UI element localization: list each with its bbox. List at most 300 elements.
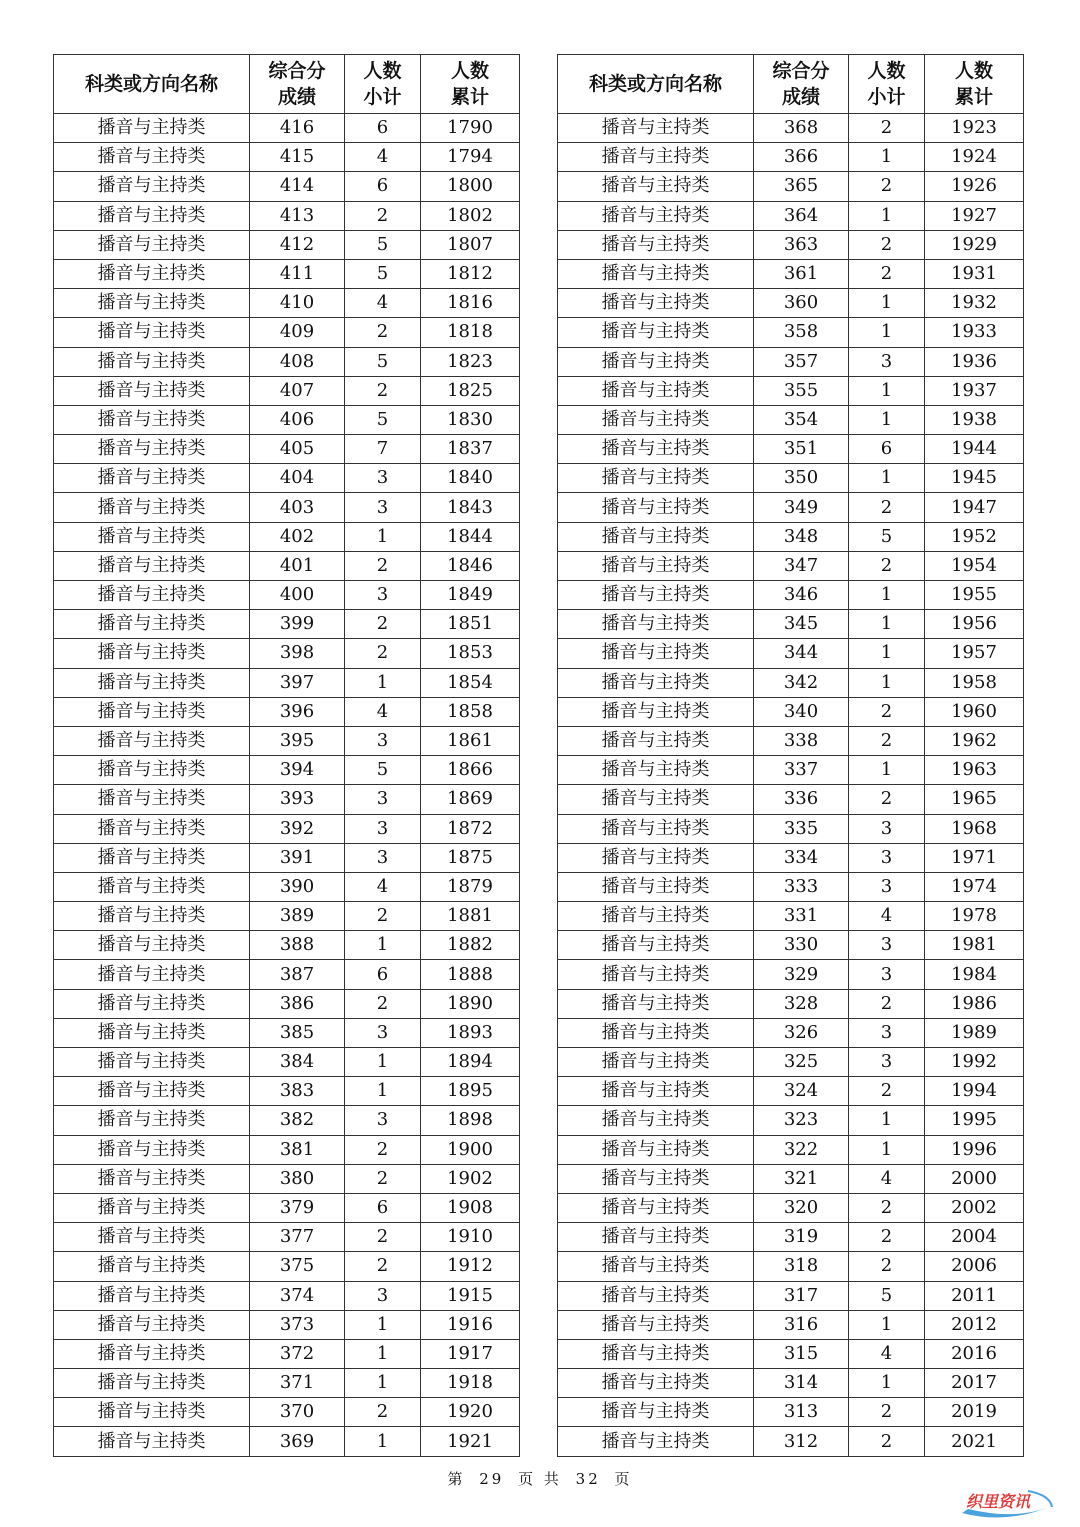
category-cell: 播音与主持类 bbox=[558, 1369, 754, 1398]
count-cell: 3 bbox=[849, 960, 925, 989]
table-row bbox=[558, 143, 1024, 172]
count-cell: 5 bbox=[345, 405, 421, 434]
table-row bbox=[54, 581, 520, 610]
cumulative-cell: 1957 bbox=[925, 639, 1024, 668]
column-header-count bbox=[849, 55, 925, 114]
table-row bbox=[558, 1369, 1024, 1398]
category-cell: 播音与主持类 bbox=[558, 1310, 754, 1339]
cumulative-cell: 1853 bbox=[421, 639, 520, 668]
category-cell: 播音与主持类 bbox=[54, 902, 250, 931]
score-cell: 324 bbox=[754, 1077, 849, 1106]
count-cell: 5 bbox=[345, 756, 421, 785]
count-cell: 5 bbox=[345, 347, 421, 376]
watermark-text: 织里资讯 bbox=[966, 1492, 1031, 1511]
cumulative-cell: 1955 bbox=[925, 581, 1024, 610]
count-cell: 1 bbox=[345, 1369, 421, 1398]
category-cell: 播音与主持类 bbox=[54, 872, 250, 901]
score-cell: 349 bbox=[754, 493, 849, 522]
category-cell: 播音与主持类 bbox=[558, 201, 754, 230]
count-cell: 6 bbox=[345, 172, 421, 201]
table-row bbox=[558, 581, 1024, 610]
category-cell: 播音与主持类 bbox=[558, 347, 754, 376]
cumulative-cell: 2006 bbox=[925, 1252, 1024, 1281]
count-cell: 3 bbox=[849, 347, 925, 376]
cumulative-cell: 1927 bbox=[925, 201, 1024, 230]
table-row bbox=[558, 435, 1024, 464]
table-row bbox=[558, 697, 1024, 726]
count-cell: 1 bbox=[345, 522, 421, 551]
count-cell: 3 bbox=[345, 581, 421, 610]
category-cell: 播音与主持类 bbox=[558, 172, 754, 201]
table-header-row bbox=[558, 55, 1024, 114]
score-cell: 412 bbox=[250, 230, 345, 259]
score-cell: 400 bbox=[250, 581, 345, 610]
table-row bbox=[558, 201, 1024, 230]
score-cell: 405 bbox=[250, 435, 345, 464]
category-cell: 播音与主持类 bbox=[558, 522, 754, 551]
watermark-logo bbox=[958, 1483, 1058, 1523]
count-cell: 2 bbox=[849, 1223, 925, 1252]
score-cell: 326 bbox=[754, 1018, 849, 1047]
cumulative-cell: 1921 bbox=[421, 1427, 520, 1456]
category-cell: 播音与主持类 bbox=[558, 405, 754, 434]
cumulative-cell: 1879 bbox=[421, 872, 520, 901]
cumulative-cell: 1912 bbox=[421, 1252, 520, 1281]
cumulative-cell: 1840 bbox=[421, 464, 520, 493]
table-row bbox=[558, 1164, 1024, 1193]
column-header-line: 人数 bbox=[867, 60, 906, 82]
count-cell: 1 bbox=[849, 376, 925, 405]
cumulative-cell: 2019 bbox=[925, 1398, 1024, 1427]
total-pages-number: 32 bbox=[575, 1470, 601, 1488]
cumulative-cell: 1995 bbox=[925, 1106, 1024, 1135]
category-cell: 播音与主持类 bbox=[558, 1281, 754, 1310]
table-row bbox=[54, 639, 520, 668]
category-cell: 播音与主持类 bbox=[558, 1106, 754, 1135]
category-cell: 播音与主持类 bbox=[54, 960, 250, 989]
table-row bbox=[558, 989, 1024, 1018]
count-cell: 2 bbox=[849, 114, 925, 143]
column-header-line: 综合分 bbox=[772, 60, 830, 82]
cumulative-cell: 1890 bbox=[421, 989, 520, 1018]
column-header-line: 综合分 bbox=[268, 60, 326, 82]
score-cell: 363 bbox=[754, 230, 849, 259]
cumulative-cell: 1947 bbox=[925, 493, 1024, 522]
category-cell: 播音与主持类 bbox=[558, 1398, 754, 1427]
score-cell: 372 bbox=[250, 1339, 345, 1368]
table-row bbox=[54, 259, 520, 288]
score-cell: 335 bbox=[754, 814, 849, 843]
score-cell: 312 bbox=[754, 1427, 849, 1456]
table-row bbox=[558, 843, 1024, 872]
category-cell: 播音与主持类 bbox=[54, 1106, 250, 1135]
category-cell: 播音与主持类 bbox=[558, 697, 754, 726]
category-cell: 播音与主持类 bbox=[558, 1339, 754, 1368]
score-cell: 415 bbox=[250, 143, 345, 172]
category-cell: 播音与主持类 bbox=[54, 697, 250, 726]
table-row bbox=[558, 1310, 1024, 1339]
category-cell: 播音与主持类 bbox=[54, 1369, 250, 1398]
score-cell: 398 bbox=[250, 639, 345, 668]
score-cell: 402 bbox=[250, 522, 345, 551]
table-row bbox=[54, 668, 520, 697]
cumulative-cell: 1849 bbox=[421, 581, 520, 610]
cumulative-cell: 1807 bbox=[421, 230, 520, 259]
category-cell: 播音与主持类 bbox=[558, 259, 754, 288]
category-cell: 播音与主持类 bbox=[54, 931, 250, 960]
cumulative-cell: 1978 bbox=[925, 902, 1024, 931]
count-cell: 1 bbox=[849, 1310, 925, 1339]
score-cell: 395 bbox=[250, 726, 345, 755]
score-cell: 315 bbox=[754, 1339, 849, 1368]
score-cell: 350 bbox=[754, 464, 849, 493]
count-cell: 2 bbox=[849, 259, 925, 288]
cumulative-cell: 1954 bbox=[925, 551, 1024, 580]
table-row bbox=[54, 1106, 520, 1135]
cumulative-cell: 1968 bbox=[925, 814, 1024, 843]
category-cell: 播音与主持类 bbox=[558, 639, 754, 668]
count-cell: 5 bbox=[345, 259, 421, 288]
table-row bbox=[54, 435, 520, 464]
cumulative-cell: 1882 bbox=[421, 931, 520, 960]
count-cell: 3 bbox=[849, 814, 925, 843]
cumulative-cell: 1920 bbox=[421, 1398, 520, 1427]
cumulative-cell: 1908 bbox=[421, 1193, 520, 1222]
category-cell: 播音与主持类 bbox=[558, 1164, 754, 1193]
footer-prefix: 第 bbox=[447, 1470, 466, 1488]
table-row bbox=[558, 785, 1024, 814]
category-cell: 播音与主持类 bbox=[54, 464, 250, 493]
category-cell: 播音与主持类 bbox=[558, 1193, 754, 1222]
score-table-left bbox=[53, 54, 520, 1457]
score-cell: 334 bbox=[754, 843, 849, 872]
category-cell: 播音与主持类 bbox=[54, 1281, 250, 1310]
cumulative-cell: 1851 bbox=[421, 610, 520, 639]
category-cell: 播音与主持类 bbox=[54, 318, 250, 347]
score-cell: 342 bbox=[754, 668, 849, 697]
column-header-line: 累计 bbox=[954, 86, 993, 108]
count-cell: 5 bbox=[345, 230, 421, 259]
count-cell: 2 bbox=[849, 1077, 925, 1106]
cumulative-cell: 1869 bbox=[421, 785, 520, 814]
table-row bbox=[54, 405, 520, 434]
count-cell: 1 bbox=[849, 1135, 925, 1164]
score-cell: 396 bbox=[250, 697, 345, 726]
table-row bbox=[54, 1048, 520, 1077]
cumulative-cell: 1893 bbox=[421, 1018, 520, 1047]
category-cell: 播音与主持类 bbox=[54, 259, 250, 288]
count-cell: 2 bbox=[849, 1427, 925, 1456]
column-header-score bbox=[754, 55, 849, 114]
table-row bbox=[558, 726, 1024, 755]
category-cell: 播音与主持类 bbox=[54, 1164, 250, 1193]
count-cell: 3 bbox=[345, 493, 421, 522]
cumulative-cell: 1861 bbox=[421, 726, 520, 755]
count-cell: 5 bbox=[849, 522, 925, 551]
cumulative-cell: 1790 bbox=[421, 114, 520, 143]
table-row bbox=[54, 902, 520, 931]
cumulative-cell: 1823 bbox=[421, 347, 520, 376]
count-cell: 4 bbox=[345, 872, 421, 901]
count-cell: 1 bbox=[849, 405, 925, 434]
cumulative-cell: 1898 bbox=[421, 1106, 520, 1135]
score-cell: 385 bbox=[250, 1018, 345, 1047]
score-cell: 314 bbox=[754, 1369, 849, 1398]
count-cell: 1 bbox=[849, 610, 925, 639]
cumulative-cell: 1926 bbox=[925, 172, 1024, 201]
column-header-line: 人数 bbox=[363, 60, 402, 82]
count-cell: 2 bbox=[849, 1398, 925, 1427]
count-cell: 2 bbox=[849, 493, 925, 522]
count-cell: 2 bbox=[849, 726, 925, 755]
count-cell: 1 bbox=[849, 581, 925, 610]
score-cell: 413 bbox=[250, 201, 345, 230]
table-row bbox=[54, 1369, 520, 1398]
score-cell: 354 bbox=[754, 405, 849, 434]
category-cell: 播音与主持类 bbox=[54, 726, 250, 755]
cumulative-cell: 1960 bbox=[925, 697, 1024, 726]
table-row bbox=[558, 1077, 1024, 1106]
category-cell: 播音与主持类 bbox=[54, 1048, 250, 1077]
count-cell: 3 bbox=[849, 872, 925, 901]
table-row bbox=[558, 814, 1024, 843]
table-row bbox=[54, 522, 520, 551]
cumulative-cell: 1981 bbox=[925, 931, 1024, 960]
score-cell: 406 bbox=[250, 405, 345, 434]
category-cell: 播音与主持类 bbox=[558, 668, 754, 697]
category-cell: 播音与主持类 bbox=[54, 1223, 250, 1252]
count-cell: 1 bbox=[345, 1339, 421, 1368]
cumulative-cell: 2016 bbox=[925, 1339, 1024, 1368]
score-cell: 316 bbox=[754, 1310, 849, 1339]
score-cell: 331 bbox=[754, 902, 849, 931]
table-row bbox=[54, 1339, 520, 1368]
score-cell: 347 bbox=[754, 551, 849, 580]
score-cell: 411 bbox=[250, 259, 345, 288]
cumulative-cell: 2011 bbox=[925, 1281, 1024, 1310]
score-cell: 382 bbox=[250, 1106, 345, 1135]
count-cell: 2 bbox=[849, 230, 925, 259]
score-cell: 321 bbox=[754, 1164, 849, 1193]
category-cell: 播音与主持类 bbox=[558, 143, 754, 172]
category-cell: 播音与主持类 bbox=[558, 756, 754, 785]
category-cell: 播音与主持类 bbox=[54, 376, 250, 405]
count-cell: 2 bbox=[345, 1135, 421, 1164]
count-cell: 4 bbox=[345, 697, 421, 726]
category-cell: 播音与主持类 bbox=[54, 289, 250, 318]
score-cell: 386 bbox=[250, 989, 345, 1018]
table-row bbox=[558, 493, 1024, 522]
count-cell: 1 bbox=[849, 1106, 925, 1135]
count-cell: 2 bbox=[345, 1164, 421, 1193]
count-cell: 2 bbox=[849, 697, 925, 726]
cumulative-cell: 1923 bbox=[925, 114, 1024, 143]
count-cell: 1 bbox=[849, 639, 925, 668]
table-row bbox=[558, 464, 1024, 493]
table-row bbox=[54, 1193, 520, 1222]
table-row bbox=[54, 347, 520, 376]
cumulative-cell: 1994 bbox=[925, 1077, 1024, 1106]
cumulative-cell: 1830 bbox=[421, 405, 520, 434]
category-cell: 播音与主持类 bbox=[54, 435, 250, 464]
count-cell: 2 bbox=[345, 551, 421, 580]
score-cell: 401 bbox=[250, 551, 345, 580]
count-cell: 4 bbox=[849, 1164, 925, 1193]
table-row bbox=[54, 376, 520, 405]
cumulative-cell: 1958 bbox=[925, 668, 1024, 697]
cumulative-cell: 1794 bbox=[421, 143, 520, 172]
cumulative-cell: 1938 bbox=[925, 405, 1024, 434]
table-row bbox=[558, 230, 1024, 259]
cumulative-cell: 1854 bbox=[421, 668, 520, 697]
count-cell: 2 bbox=[345, 902, 421, 931]
cumulative-cell: 1965 bbox=[925, 785, 1024, 814]
table-row bbox=[54, 960, 520, 989]
table-row bbox=[54, 1281, 520, 1310]
count-cell: 1 bbox=[849, 143, 925, 172]
category-cell: 播音与主持类 bbox=[558, 318, 754, 347]
category-cell: 播音与主持类 bbox=[558, 814, 754, 843]
table-row bbox=[54, 872, 520, 901]
table-row bbox=[558, 960, 1024, 989]
table-header-row bbox=[54, 55, 520, 114]
table-row bbox=[558, 318, 1024, 347]
count-cell: 2 bbox=[345, 1223, 421, 1252]
score-cell: 370 bbox=[250, 1398, 345, 1427]
score-cell: 355 bbox=[754, 376, 849, 405]
category-cell: 播音与主持类 bbox=[54, 201, 250, 230]
footer-suffix: 页 bbox=[614, 1470, 633, 1488]
score-cell: 409 bbox=[250, 318, 345, 347]
score-cell: 320 bbox=[754, 1193, 849, 1222]
table-row bbox=[54, 1427, 520, 1456]
column-header-line: 成绩 bbox=[277, 86, 316, 108]
cumulative-cell: 1933 bbox=[925, 318, 1024, 347]
table-row bbox=[558, 1193, 1024, 1222]
score-cell: 371 bbox=[250, 1369, 345, 1398]
category-cell: 播音与主持类 bbox=[54, 522, 250, 551]
category-cell: 播音与主持类 bbox=[558, 1135, 754, 1164]
count-cell: 3 bbox=[345, 843, 421, 872]
score-cell: 340 bbox=[754, 697, 849, 726]
table-row bbox=[558, 931, 1024, 960]
cumulative-cell: 1929 bbox=[925, 230, 1024, 259]
category-cell: 播音与主持类 bbox=[54, 989, 250, 1018]
table-row bbox=[558, 172, 1024, 201]
table-row bbox=[558, 1339, 1024, 1368]
table-row bbox=[54, 726, 520, 755]
table-row bbox=[54, 114, 520, 143]
cumulative-cell: 1816 bbox=[421, 289, 520, 318]
score-cell: 381 bbox=[250, 1135, 345, 1164]
score-cell: 333 bbox=[754, 872, 849, 901]
cumulative-cell: 1984 bbox=[925, 960, 1024, 989]
category-cell: 播音与主持类 bbox=[558, 230, 754, 259]
category-cell: 播音与主持类 bbox=[558, 726, 754, 755]
category-cell: 播音与主持类 bbox=[54, 668, 250, 697]
count-cell: 1 bbox=[849, 668, 925, 697]
cumulative-cell: 1837 bbox=[421, 435, 520, 464]
count-cell: 2 bbox=[849, 172, 925, 201]
count-cell: 1 bbox=[849, 1369, 925, 1398]
cumulative-cell: 1944 bbox=[925, 435, 1024, 464]
count-cell: 1 bbox=[345, 931, 421, 960]
cumulative-cell: 1952 bbox=[925, 522, 1024, 551]
count-cell: 3 bbox=[345, 785, 421, 814]
score-cell: 344 bbox=[754, 639, 849, 668]
score-cell: 346 bbox=[754, 581, 849, 610]
category-cell: 播音与主持类 bbox=[558, 114, 754, 143]
category-cell: 播音与主持类 bbox=[54, 1135, 250, 1164]
score-cell: 379 bbox=[250, 1193, 345, 1222]
table-row bbox=[558, 1018, 1024, 1047]
cumulative-cell: 1800 bbox=[421, 172, 520, 201]
count-cell: 1 bbox=[849, 289, 925, 318]
category-cell: 播音与主持类 bbox=[54, 405, 250, 434]
table-row bbox=[558, 1048, 1024, 1077]
score-cell: 403 bbox=[250, 493, 345, 522]
category-cell: 播音与主持类 bbox=[558, 551, 754, 580]
category-cell: 播音与主持类 bbox=[558, 376, 754, 405]
count-cell: 2 bbox=[849, 551, 925, 580]
cumulative-cell: 1881 bbox=[421, 902, 520, 931]
score-cell: 325 bbox=[754, 1048, 849, 1077]
count-cell: 3 bbox=[345, 1281, 421, 1310]
count-cell: 4 bbox=[849, 902, 925, 931]
cumulative-cell: 1945 bbox=[925, 464, 1024, 493]
category-cell: 播音与主持类 bbox=[558, 1018, 754, 1047]
column-header-name bbox=[558, 55, 754, 114]
column-header-line: 科类或方向名称 bbox=[588, 73, 722, 95]
table-row bbox=[558, 551, 1024, 580]
count-cell: 2 bbox=[345, 610, 421, 639]
category-cell: 播音与主持类 bbox=[54, 843, 250, 872]
cumulative-cell: 1895 bbox=[421, 1077, 520, 1106]
count-cell: 3 bbox=[345, 1018, 421, 1047]
table-row bbox=[54, 172, 520, 201]
table-row bbox=[558, 1281, 1024, 1310]
count-cell: 3 bbox=[345, 1106, 421, 1135]
score-cell: 360 bbox=[754, 289, 849, 318]
cumulative-cell: 1888 bbox=[421, 960, 520, 989]
score-cell: 397 bbox=[250, 668, 345, 697]
count-cell: 2 bbox=[345, 376, 421, 405]
cumulative-cell: 1916 bbox=[421, 1310, 520, 1339]
score-cell: 357 bbox=[754, 347, 849, 376]
table-row bbox=[54, 1077, 520, 1106]
category-cell: 播音与主持类 bbox=[54, 1077, 250, 1106]
table-row bbox=[54, 756, 520, 785]
table-row bbox=[558, 902, 1024, 931]
score-cell: 407 bbox=[250, 376, 345, 405]
table-row bbox=[558, 522, 1024, 551]
score-cell: 368 bbox=[754, 114, 849, 143]
category-cell: 播音与主持类 bbox=[558, 289, 754, 318]
cumulative-cell: 1974 bbox=[925, 872, 1024, 901]
cumulative-cell: 1962 bbox=[925, 726, 1024, 755]
count-cell: 2 bbox=[345, 201, 421, 230]
count-cell: 1 bbox=[345, 1048, 421, 1077]
count-cell: 6 bbox=[849, 435, 925, 464]
table-row bbox=[54, 201, 520, 230]
count-cell: 6 bbox=[345, 114, 421, 143]
cumulative-cell: 1963 bbox=[925, 756, 1024, 785]
category-cell: 播音与主持类 bbox=[558, 1252, 754, 1281]
count-cell: 1 bbox=[345, 1077, 421, 1106]
table-row bbox=[558, 289, 1024, 318]
cumulative-cell: 1844 bbox=[421, 522, 520, 551]
cumulative-cell: 1812 bbox=[421, 259, 520, 288]
